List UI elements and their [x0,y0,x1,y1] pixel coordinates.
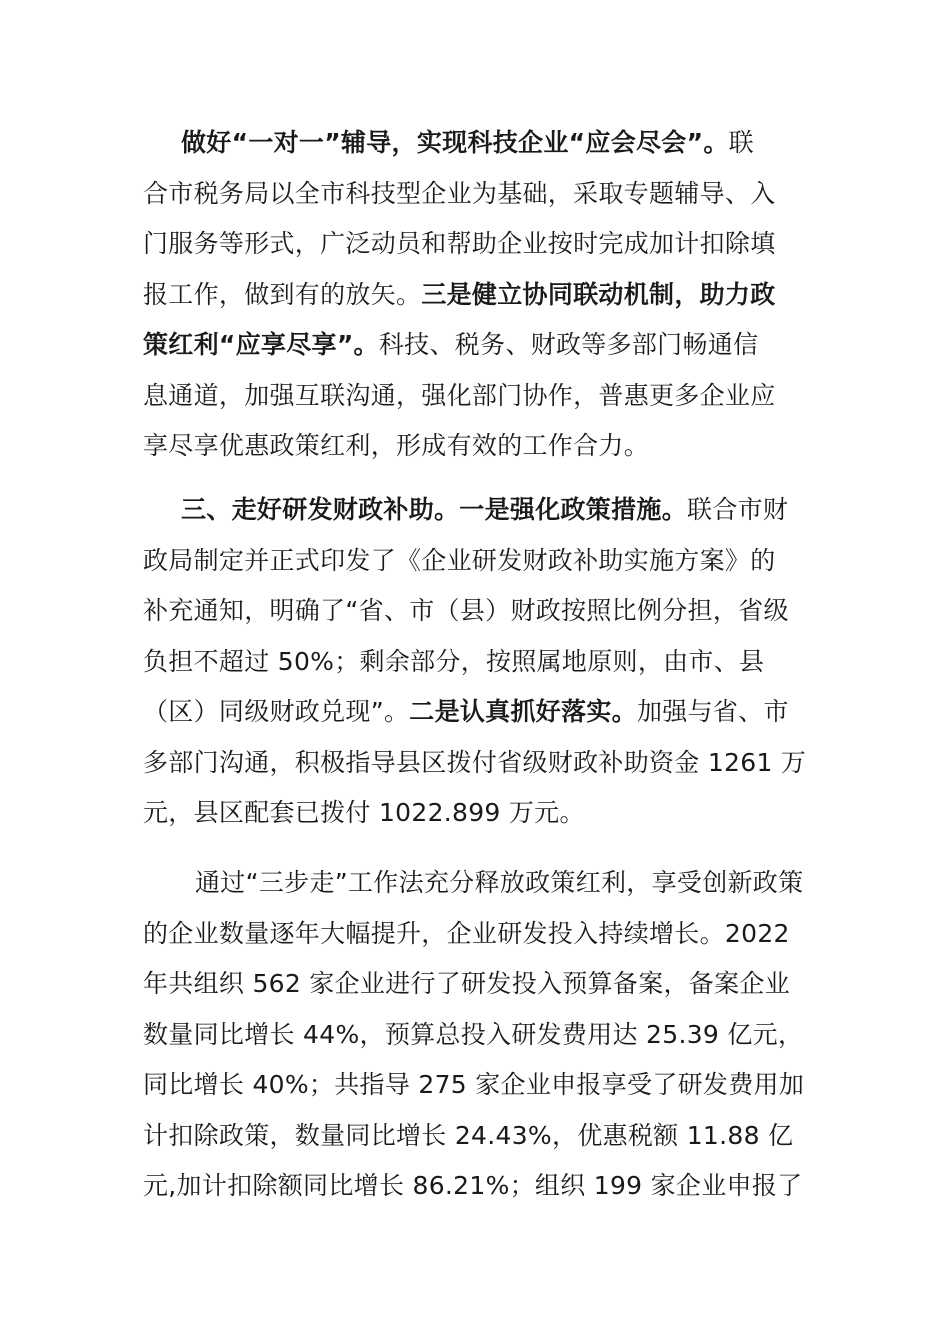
text-line [143,738,809,789]
bold-heading: 二是认真抓好落实。 [409,697,637,726]
text-run: 享尽享优惠政策红利，形成有效的工作合力。 [143,431,650,460]
text-line [143,586,809,637]
bold-heading: 策红利“应享尽享”。 [143,330,379,359]
text-run: 年共组织 562 家企业进行了研发投入预算备案，备案企业 [143,969,791,998]
text-run: 负担不超过 50%；剩余部分，按照属地原则，由市、县 [143,646,765,676]
text-line [143,118,809,169]
text-line [143,909,809,960]
text-line [143,270,809,321]
text-line [143,485,809,536]
paragraph-fiscal-subsidy [143,485,809,839]
text-run: 多部门沟通，积极指导县区拨付省级财政补助资金 1261 万 [143,747,807,777]
text-run: 元，县区配套已拨付 1022.899 万元。 [143,798,585,827]
text-line [143,1060,809,1111]
text-run: 的企业数量逐年大幅提升，企业研发投入持续增长。2022 [143,918,790,948]
text-line [143,421,809,472]
bold-heading: 做好“一对一”辅导，实现科技企业“应会尽会”。 [181,128,729,157]
text-line [143,1161,809,1212]
text-line [143,536,809,587]
text-line [143,959,809,1010]
text-run: 息通道，加强互联沟通，强化部门协作，普惠更多企业应 [143,380,776,410]
text-run: 门服务等形式，广泛动员和帮助企业按时完成加计扣除填 [143,229,776,258]
text-run: （区）同级财政兑现”。 [143,697,410,726]
text-line [143,1111,809,1162]
text-run: 科技、税务、财政等多部门畅通信 [378,330,759,359]
text-run: 补充通知，明确了“省、市（县）财政按照比例分担，省级 [143,596,789,625]
text-run: 元,加计扣除额同比增长 86.21%；组织 199 家企业申报了 [143,1171,803,1200]
section-heading: 三、走好研发财政补助。一是强化政策措施。 [181,495,688,524]
text-line [143,219,809,270]
text-run: 计扣除政策，数量同比增长 24.43%，优惠税额 11.88 亿 [143,1120,794,1150]
text-line [143,371,809,422]
paragraph-results [143,858,809,1212]
paragraph-tax-deduction [143,118,809,472]
text-line [143,169,809,220]
text-line [143,788,809,839]
text-run: 通过“三步走”工作法充分释放政策红利，享受创新政策 [195,868,804,897]
text-line [143,687,809,738]
bold-heading: 三是健立协同联动机制，助力政 [421,279,776,309]
text-run: 政局制定并正式印发了《企业研发财政补助实施方案》的 [143,545,776,575]
text-run: 联 [728,128,754,157]
text-line [143,858,809,909]
text-line [143,1010,809,1061]
text-line [143,320,809,371]
text-run: 报工作，做到有的放矢。 [143,279,422,309]
text-run: 合市税务局以全市科技型企业为基础，采取专题辅导、入 [143,178,776,208]
text-run: 数量同比增长 44%，预算总投入研发费用达 25.39 亿元， [143,1019,804,1049]
text-line [143,637,809,688]
text-run: 联合市财 [687,495,789,524]
text-run: 加强与省、市 [636,697,789,726]
text-run: 同比增长 40%；共指导 275 家企业申报享受了研发费用加 [143,1070,805,1099]
